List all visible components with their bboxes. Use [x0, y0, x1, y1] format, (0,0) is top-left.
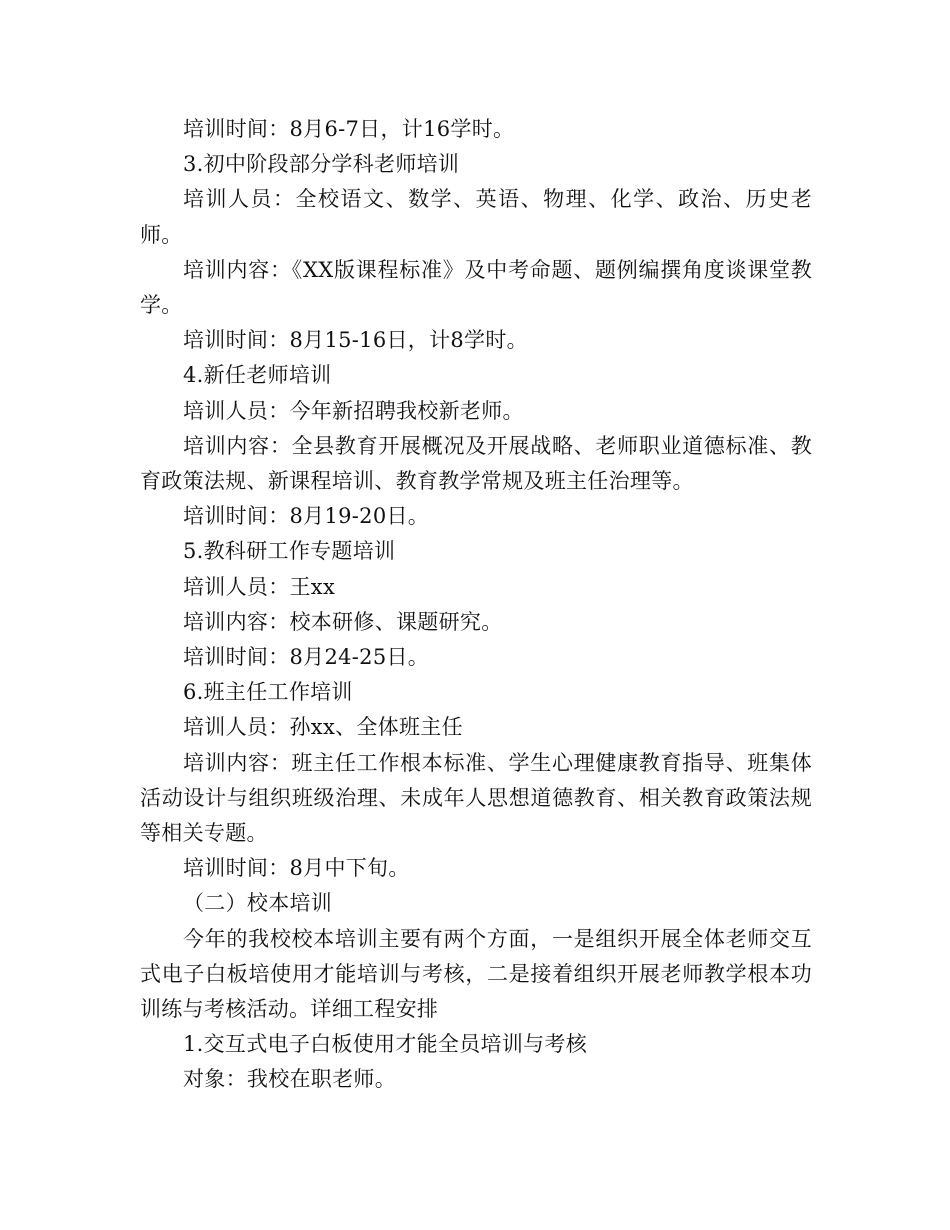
paragraph-training-content-5: 培训内容：校本研修、课题研究。	[183, 609, 503, 634]
subsection-heading-whiteboard: 1.交互式电子白板使用才能全员培训与考核	[183, 1032, 588, 1057]
paragraph-training-staff-4: 培训人员：今年新招聘我校新老师。	[183, 398, 524, 423]
paragraph-training-time-6: 培训时间：8月中下旬。	[183, 856, 410, 881]
paragraph-training-staff-3: 培训人员：全校语文、数学、英语、物理、化学、政治、历史老师。	[140, 187, 812, 247]
paragraph-training-content-6: 培训内容：班主任工作根本标准、学生心理健康教育指导、班集体活动设计与组织班级治理、未成年人思想道德教育、相关教育政策法规等相关专题。	[140, 750, 812, 846]
paragraph-training-time-1: 培训时间：8月6-7日，计16学时。	[183, 117, 515, 141]
section-heading-6: 6.班主任工作培训	[183, 680, 353, 705]
paragraph-training-staff-5: 培训人员：王xx	[183, 574, 336, 599]
paragraph-school-training-intro: 今年的我校校本培训主要有两个方面，一是组织开展全体老师交互式电子白板培使用才能培训与考核，二是接着组织开展老师教学根本功训练与考核活动。详细工程安排	[140, 926, 812, 1022]
paragraph-training-staff-6: 培训人员：孙xx、全体班主任	[183, 715, 463, 740]
paragraph-training-time-5: 培训时间：8月24-25日。	[183, 645, 430, 670]
paragraph-target-audience: 对象：我校在职老师。	[183, 1067, 396, 1092]
paragraph-training-time-4: 培训时间：8月19-20日。	[183, 504, 430, 529]
section-heading-school-training: （二）校本培训	[183, 891, 333, 916]
section-heading-5: 5.教科研工作专题培训	[183, 539, 396, 564]
paragraph-training-content-4: 培训内容：全县教育开展概况及开展战略、老师职业道德标准、教育政策法规、新课程培训、教育教学常规及班主任治理等。	[140, 433, 812, 494]
paragraph-training-time-3: 培训时间：8月15-16日，计8学时。	[183, 328, 528, 353]
section-heading-4: 4.新任老师培训	[183, 363, 332, 388]
paragraph-training-content-3: 培训内容：《XX版课程标准》及中考命题、题例编撰角度谈课堂教学。	[140, 257, 812, 318]
section-heading-3: 3.初中阶段部分学科老师培训	[183, 152, 460, 177]
document-body	[140, 112, 812, 1098]
